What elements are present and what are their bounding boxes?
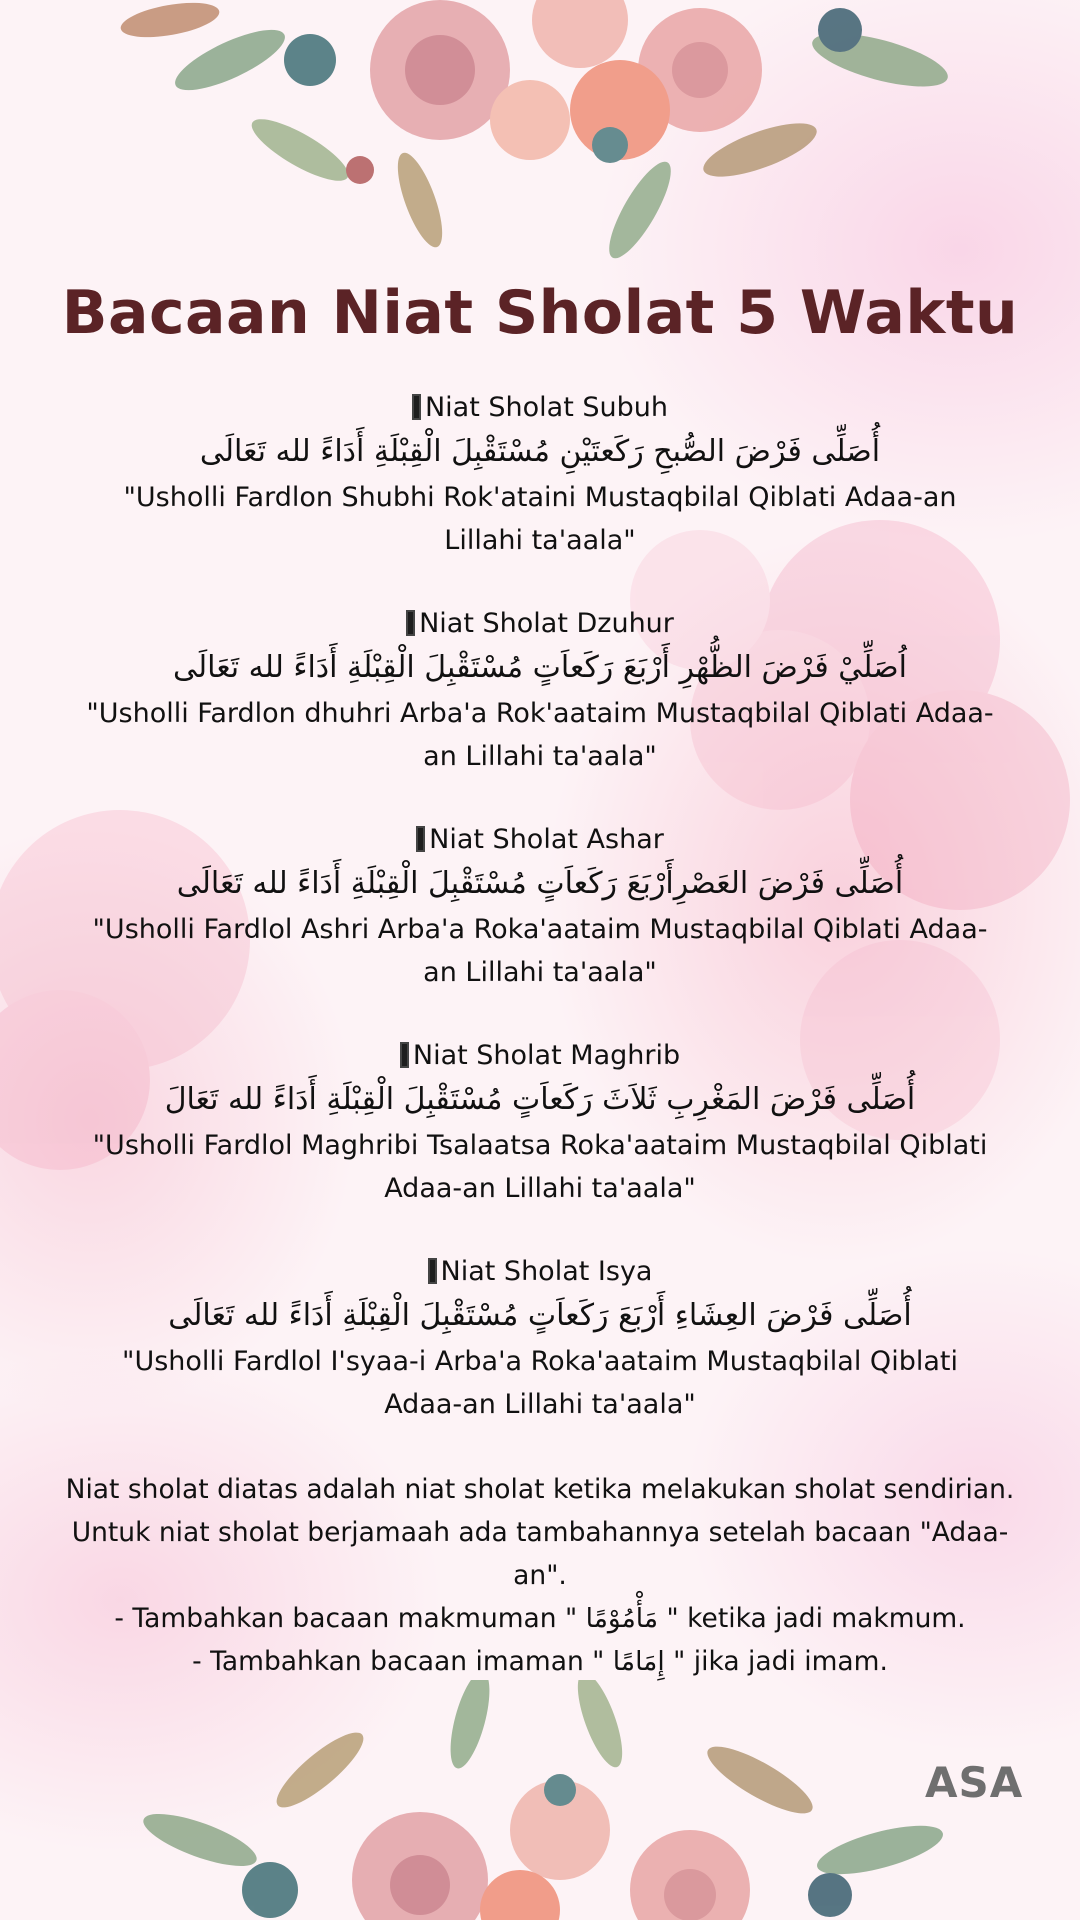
makmum-arabic: مَأْمُوْمًا bbox=[585, 1603, 659, 1634]
imam-suffix: " jika jadi imam. bbox=[673, 1646, 888, 1677]
page-title: Bacaan Niat Sholat 5 Waktu bbox=[61, 278, 1019, 348]
book-icon bbox=[428, 1258, 437, 1284]
floral-top-border bbox=[0, 0, 1080, 290]
prayer-heading-text: Niat Sholat Dzuhur bbox=[419, 608, 674, 639]
prayer-list bbox=[60, 388, 1020, 1683]
book-icon bbox=[406, 610, 415, 636]
imam-prefix: - Tambahkan bacaan imaman " bbox=[192, 1646, 605, 1677]
arabic-text: أُصَلِّى فَرْضَ العَصْرِأَرْبَعَ رَكَعاَتٍ مُسْتَقْبِلَ الْقِبْلَةِ أَدَاءً لله تَعَالَى bbox=[176, 866, 904, 901]
transliteration-text: "Usholli Fardlol Ashri Arba'a Roka'aataim Mustaqbilal Qiblati Adaa-an Lillahi ta'aala" bbox=[92, 914, 988, 988]
prayer-heading bbox=[60, 388, 1020, 428]
prayer-heading bbox=[60, 1252, 1020, 1292]
book-icon bbox=[412, 394, 421, 420]
note-imam-line bbox=[60, 1640, 1020, 1683]
prayer-ashar bbox=[60, 820, 1020, 994]
note-makmum-line bbox=[60, 1597, 1020, 1640]
prayer-heading bbox=[60, 820, 1020, 860]
author-signature: ASA bbox=[925, 1758, 1024, 1807]
prayer-heading-text: Niat Sholat Ashar bbox=[429, 824, 664, 855]
transliteration-text: "Usholli Fardlol Maghribi Tsalaatsa Roka'aataim Mustaqbilal Qiblati Adaa-an Lillahi ta'aala" bbox=[92, 1130, 988, 1204]
transliteration-text: "Usholli Fardlon dhuhri Arba'a Rok'aataim Mustaqbilal Qiblati Adaa-an Lillahi ta'aala" bbox=[86, 698, 994, 772]
arabic-text: أُصَلِّى فَرْضَ المَغْرِبِ ثَلاَثَ رَكَعاَتٍ مُسْتَقْبِلَ الْقِبْلَةِ أَدَاءً لله تَعَالَ bbox=[164, 1082, 916, 1117]
prayer-heading bbox=[60, 604, 1020, 644]
prayer-isya bbox=[60, 1252, 1020, 1426]
arabic-text: أُصَلِّى فَرْضَ العِشَاءِ أَرْبَعَ رَكَعاَتٍ مُسْتَقْبِلَ الْقِبْلَةِ أَدَاءً لله تَعَالَى bbox=[168, 1298, 912, 1333]
congregation-note bbox=[60, 1468, 1020, 1683]
note-paragraph: Niat sholat diatas adalah niat sholat ketika melakukan sholat sendirian. Untuk niat sholat berjamaah ada tambahannya setelah bacaan "Adaa-an". bbox=[65, 1474, 1015, 1591]
prayer-heading-text: Niat Sholat Maghrib bbox=[412, 1040, 681, 1071]
imam-arabic: إِمَامًا bbox=[612, 1646, 665, 1677]
transliteration-text: "Usholli Fardlol I'syaa-i Arba'a Roka'aataim Mustaqbilal Qiblati Adaa-an Lillahi ta'aala" bbox=[122, 1346, 958, 1420]
prayer-maghrib bbox=[60, 1036, 1020, 1210]
floral-bottom-border bbox=[0, 1680, 1080, 1920]
prayer-heading-text: Niat Sholat Subuh bbox=[424, 392, 668, 423]
makmum-suffix: " ketika jadi makmum. bbox=[666, 1603, 966, 1634]
prayer-subuh bbox=[60, 388, 1020, 562]
arabic-text: اُصَلِّيْ فَرْضَ الظُّهْرِ أَرْبَعَ رَكَعاَتٍ مُسْتَقْبِلَ الْقِبْلَةِ أَدَاءً لله تَعَالَى bbox=[173, 650, 907, 685]
arabic-text: أُصَلِّى فَرْضَ الصُّبحِ رَكَعتَيْنِ مُسْتَقْبِلَ الْقِبْلَةِ أَدَاءً لله تَعَالَى bbox=[199, 434, 881, 469]
transliteration-text: "Usholli Fardlon Shubhi Rok'ataini Mustaqbilal Qiblati Adaa-an Lillahi ta'aala" bbox=[123, 482, 957, 556]
prayer-dzuhur bbox=[60, 604, 1020, 778]
prayer-heading-text: Niat Sholat Isya bbox=[440, 1256, 653, 1287]
prayer-heading bbox=[60, 1036, 1020, 1076]
book-icon bbox=[400, 1042, 409, 1068]
book-icon bbox=[416, 826, 425, 852]
makmum-prefix: - Tambahkan bacaan makmuman " bbox=[114, 1603, 578, 1634]
